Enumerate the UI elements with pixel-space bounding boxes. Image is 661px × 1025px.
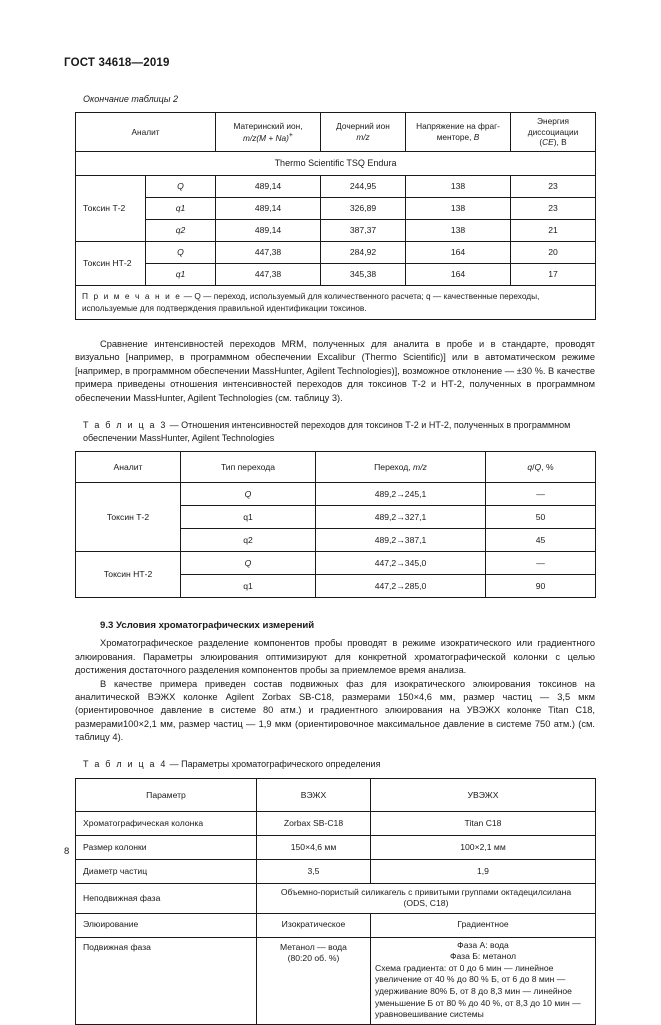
table3-caption-text: — Отношения интенсивностей переходов для токсинов Т-2 и НТ-2, полученных в программном обеспечении MassHunter, Agilent Technologies bbox=[83, 419, 571, 443]
cell-parameter: Хроматографическая колонка bbox=[76, 812, 257, 836]
th-dissociation-line2a: ( bbox=[539, 137, 543, 148]
cell-transition-type: Q bbox=[181, 552, 316, 575]
th-transition-type: Тип перехода bbox=[181, 452, 316, 483]
page-content bbox=[64, 57, 595, 1025]
table3-caption-label: Т а б л и ц а 3 bbox=[83, 419, 168, 430]
cell-daughter-ion: 387,37 bbox=[321, 220, 406, 242]
table-row bbox=[76, 812, 596, 836]
th-hplc: ВЭЖХ bbox=[257, 779, 371, 812]
instrument-group-label: Thermo Scientific TSQ Endura bbox=[76, 152, 596, 176]
cell-parent-ion: 447,38 bbox=[216, 264, 321, 286]
table-note-row bbox=[76, 286, 596, 320]
cell-hplc: Изократическое bbox=[257, 913, 371, 937]
cell-ratio: — bbox=[486, 483, 596, 506]
cell-transition: 489,2→327,1 bbox=[316, 506, 486, 529]
th-uhplc: УВЭЖХ bbox=[371, 779, 596, 812]
table-row-stationary-phase bbox=[76, 884, 596, 913]
mobile-phase-a: Фаза А: вода bbox=[457, 939, 509, 950]
cell-fragmentor: 138 bbox=[406, 220, 511, 242]
cell-transition-type: q2 bbox=[146, 220, 216, 242]
table-4 bbox=[75, 778, 596, 1025]
cell-transition-type: q2 bbox=[181, 529, 316, 552]
table3-caption bbox=[83, 419, 595, 445]
table-row bbox=[76, 552, 596, 575]
cell-transition-type: q1 bbox=[181, 575, 316, 598]
cell-uhplc: 1,9 bbox=[371, 860, 596, 884]
table4-caption-label: Т а б л и ц а 4 bbox=[83, 759, 168, 770]
table-row bbox=[76, 913, 596, 937]
cell-uhplc: Titan C18 bbox=[371, 812, 596, 836]
th-parent-ion-line2: m/z(M + Na) bbox=[243, 132, 289, 143]
mobile-phase-b: Фаза Б: метанол bbox=[449, 951, 517, 962]
cell-parameter: Элюирование bbox=[76, 913, 257, 937]
th-daughter-ion-line2: m/z bbox=[356, 132, 370, 142]
cell-parent-ion: 447,38 bbox=[216, 242, 321, 264]
th-dissociation-line1: Энергия диссоциации bbox=[527, 115, 579, 137]
th-parent-ion-line1: Материнский ион, bbox=[233, 120, 303, 131]
cell-ratio: 50 bbox=[486, 506, 596, 529]
section-heading-9-3: 9.3 Условия хроматографических измерений bbox=[100, 620, 315, 632]
th-ratio-slash: / bbox=[532, 461, 535, 472]
cell-hplc: 150×4,6 мм bbox=[257, 836, 371, 860]
running-head-standard-id: ГОСТ 34618—2019 bbox=[64, 57, 170, 69]
table-note-label: П р и м е ч а н и е bbox=[82, 291, 182, 301]
cell-ratio: 45 bbox=[486, 529, 596, 552]
cell-parameter: Подвижная фаза bbox=[76, 937, 257, 1024]
th-ratio-Q: Q bbox=[534, 461, 542, 472]
cell-parameter: Неподвижная фаза bbox=[76, 884, 257, 913]
th-analyte: Аналит bbox=[76, 452, 181, 483]
cell-parent-ion: 489,14 bbox=[216, 176, 321, 198]
cell-hplc: 3,5 bbox=[257, 860, 371, 884]
table2-continued-caption: Окончание таблицы 2 bbox=[83, 94, 178, 104]
table-2-continued bbox=[75, 112, 596, 320]
cell-daughter-ion: 244,95 bbox=[321, 176, 406, 198]
cell-ce: 23 bbox=[511, 176, 596, 198]
cell-uhplc: Градиентное bbox=[371, 913, 596, 937]
th-parameter: Параметр bbox=[76, 779, 257, 812]
gradient-program: Схема градиента: от 0 до 6 мин — линейное увеличение от 40 % до 80 % Б, от 6 до 8 мин — удерживание 80% Б, от 8 до 8,3 мин — линейное уменьшение Б от 80 % до 40 %, от 8,3 до 10 мин — уравновешивание системы bbox=[375, 962, 581, 1020]
paragraph-mobile-phase-example: В качестве примера приведен состав подвижных фаз для изократического элюирования токсинов на аналитической ВЭЖХ колонке Agilent Zorbax SB-C18, размерами 150×4,6 мм, размер частиц — 3,5 мкм (ориентировочное давление в системе 80 атм.) и градиентного элюирования на УВЭЖХ колонке Titan C18, размерами100×2,1 мм, размер частиц — 1,9 мкм (ориентировочное максимальное давление в системе 750 атм.) (см. таблицу 4). bbox=[75, 678, 595, 743]
cell-parameter: Диаметр частиц bbox=[76, 860, 257, 884]
cell-daughter-ion: 345,38 bbox=[321, 264, 406, 286]
cell-fragmentor: 138 bbox=[406, 198, 511, 220]
cell-transition-type: Q bbox=[146, 242, 216, 264]
cell-stationary-phase-value bbox=[257, 884, 596, 913]
th-dissociation-line2c: ), В bbox=[553, 137, 567, 148]
table-row bbox=[76, 264, 596, 286]
cell-hplc: Zorbax SB-C18 bbox=[257, 812, 371, 836]
cell-daughter-ion: 326,89 bbox=[321, 198, 406, 220]
th-parent-ion bbox=[216, 113, 321, 152]
stationary-phase-line2: (ODS, C18) bbox=[403, 898, 449, 909]
table-row-instrument-group bbox=[76, 152, 596, 176]
cell-transition: 489,2→387,1 bbox=[316, 529, 486, 552]
stationary-phase-line1: Объемно-пористый силикагель с привитыми группами октадецилсилана bbox=[280, 887, 572, 898]
cell-ratio: — bbox=[486, 552, 596, 575]
table-note-text: — Q — переход, используемый для количественного расчета; q — качественные переходы, используемые для подтверждения правильной идентификации токсинов. bbox=[82, 291, 540, 314]
th-ratio-q: q bbox=[527, 461, 533, 472]
cell-transition-type: q1 bbox=[146, 198, 216, 220]
table-row-mobile-phase bbox=[76, 937, 596, 1024]
cell-transition-type: Q bbox=[181, 483, 316, 506]
paragraph-chromatographic-separation: Хроматографическое разделение компонентов пробы проводят в режиме изократического или градиентного элюирования. Параметры элюирования оптимизируют для конкретной хроматографической колонки с целью достижения достаточного разделения компонентов пробы за приемлемое время анализа. bbox=[75, 638, 595, 676]
th-transition bbox=[316, 452, 486, 483]
th-transition-label: Переход, bbox=[374, 461, 414, 472]
mobile-phase-hplc-line1: Метанол — вода bbox=[280, 941, 347, 952]
th-daughter-ion-line1: Дочерний ион bbox=[336, 121, 390, 132]
table-row bbox=[76, 176, 596, 198]
paragraph-mrm-comparison: Сравнение интенсивностей переходов MRM, полученных для аналита в пробе и в стандарте, проводят визуально [например, в программном обеспечении Excalibur (Thermo Scientific)] или в автоматическом режиме [например, в программном обеспечении MassHunter, Agilent Technologies)], возможное отклонение — ±30 %. В качестве примера приведены отношения интенсивностей переходов для токсинов Т-2 и НТ-2, полученных в программном обеспечении MassHunter, Agilent Technologies (см. таблицу 3). bbox=[75, 339, 595, 403]
cell-daughter-ion: 284,92 bbox=[321, 242, 406, 264]
cell-mobile-phase-hplc bbox=[257, 937, 371, 1024]
page-number: 8 bbox=[64, 846, 70, 857]
table-row bbox=[76, 483, 596, 506]
th-daughter-ion bbox=[321, 113, 406, 152]
cell-parameter: Размер колонки bbox=[76, 836, 257, 860]
table-note bbox=[76, 286, 596, 320]
cell-ce: 23 bbox=[511, 198, 596, 220]
th-dissociation-energy bbox=[511, 113, 596, 152]
th-fragmentor-voltage bbox=[406, 113, 511, 152]
cell-transition: 447,2→285,0 bbox=[316, 575, 486, 598]
cell-analyte: Токсин Т-2 bbox=[76, 483, 181, 552]
th-fragmentor-line2b: В bbox=[473, 132, 480, 142]
cell-transition-type: Q bbox=[146, 176, 216, 198]
cell-analyte: Токсин Т-2 bbox=[76, 176, 146, 242]
th-transition-mz: m/z bbox=[413, 461, 427, 472]
cell-ce: 21 bbox=[511, 220, 596, 242]
cell-transition-type: q1 bbox=[146, 264, 216, 286]
cell-transition: 447,2→345,0 bbox=[316, 552, 486, 575]
cell-transition-type: q1 bbox=[181, 506, 316, 529]
th-fragmentor-line1: Напряжение на фраг- bbox=[416, 121, 500, 132]
th-ratio bbox=[486, 452, 596, 483]
cell-analyte: Токсин НТ-2 bbox=[76, 552, 181, 598]
cell-fragmentor: 138 bbox=[406, 176, 511, 198]
cell-ce: 17 bbox=[511, 264, 596, 286]
cell-ratio: 90 bbox=[486, 575, 596, 598]
cell-mobile-phase-uhplc bbox=[371, 937, 596, 1024]
cell-analyte: Токсин НТ-2 bbox=[76, 242, 146, 286]
th-parent-ion-sup: + bbox=[288, 131, 293, 139]
table-row bbox=[76, 198, 596, 220]
cell-uhplc: 100×2,1 мм bbox=[371, 836, 596, 860]
cell-parent-ion: 489,14 bbox=[216, 198, 321, 220]
table4-caption bbox=[83, 758, 595, 771]
cell-ce: 20 bbox=[511, 242, 596, 264]
table-row bbox=[76, 836, 596, 860]
th-dissociation-line2b: CE bbox=[542, 137, 554, 148]
cell-parent-ion: 489,14 bbox=[216, 220, 321, 242]
cell-fragmentor: 164 bbox=[406, 264, 511, 286]
table-3 bbox=[75, 451, 596, 598]
table-row bbox=[76, 220, 596, 242]
th-ratio-pct: , % bbox=[541, 461, 554, 472]
cell-fragmentor: 164 bbox=[406, 242, 511, 264]
mobile-phase-hplc-line2: (80:20 об. %) bbox=[287, 952, 340, 963]
table4-caption-text: — Параметры хроматографического определения bbox=[167, 759, 381, 770]
th-analyte: Аналит bbox=[76, 113, 216, 152]
table-row bbox=[76, 860, 596, 884]
cell-transition: 489,2→245,1 bbox=[316, 483, 486, 506]
th-fragmentor-line2a: менторе, bbox=[436, 132, 474, 142]
table-row bbox=[76, 242, 596, 264]
